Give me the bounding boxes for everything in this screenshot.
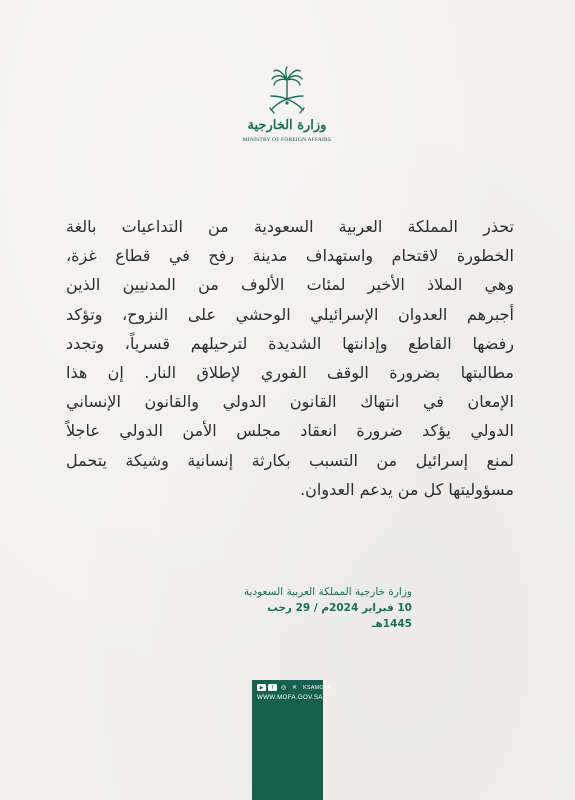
statement-line: الدولي يؤكد ضرورة انعقاد مجلس الأمن الدولي عاجلاً: [66, 421, 514, 441]
statement-line: رفضها القاطع وإدانتها الشديدة لترحيلهم قسرياً، وتجدد: [66, 333, 514, 353]
statement-line: الإمعان في انتهاك القانون الدولي والقانون الإنساني: [66, 392, 514, 412]
signature-block: [232, 584, 412, 632]
instagram-icon[interactable]: ◎: [280, 684, 287, 691]
youtube-icon[interactable]: ▶: [257, 684, 266, 691]
statement-line: وهي الملاذ الأخير لمئات الألوف من المدنيين الذين: [66, 275, 514, 295]
x-icon[interactable]: ✕: [291, 684, 298, 691]
footer-contact-box: [252, 680, 331, 800]
saudi-emblem-icon: [262, 66, 312, 120]
statement-body: [66, 212, 514, 504]
social-links: [257, 684, 331, 691]
signature-ministry: وزارة خارجية المملكة العربية السعودية: [243, 586, 412, 598]
statement-line: الخطورة لاقتحام واستهداف مدينة رفح في قطاع غزة،: [66, 246, 514, 266]
statement-line: مطالبتها بضرورة الوقف الفوري لإطلاق النار. إن هذا: [66, 363, 514, 383]
website-link[interactable]: WWW.MOFA.GOV.SA: [257, 694, 323, 701]
statement-line: أجبرهم العدوان الإسرائيلي الوحشي على النزوح، وتؤكد: [66, 304, 514, 324]
statement-line: مسؤوليتها كل من يدعم العدوان.: [300, 479, 514, 499]
facebook-icon[interactable]: f: [268, 684, 277, 691]
ministry-name-arabic: وزارة الخارجية: [247, 118, 327, 133]
ministry-name-english: MINISTRY OF FOREIGN AFFAIRS: [242, 137, 332, 143]
statement-line: لمنع إسرائيل من التسبب بكارثة إنسانية وشيكة يتحمل: [66, 450, 514, 470]
social-handle[interactable]: KSAMOFA: [303, 684, 331, 691]
signature-date: 10 فبراير 2024م / 29 رجب 1445هـ: [267, 602, 412, 630]
statement-line: تحذر المملكة العربية السعودية من التداعيات بالغة: [66, 217, 514, 236]
